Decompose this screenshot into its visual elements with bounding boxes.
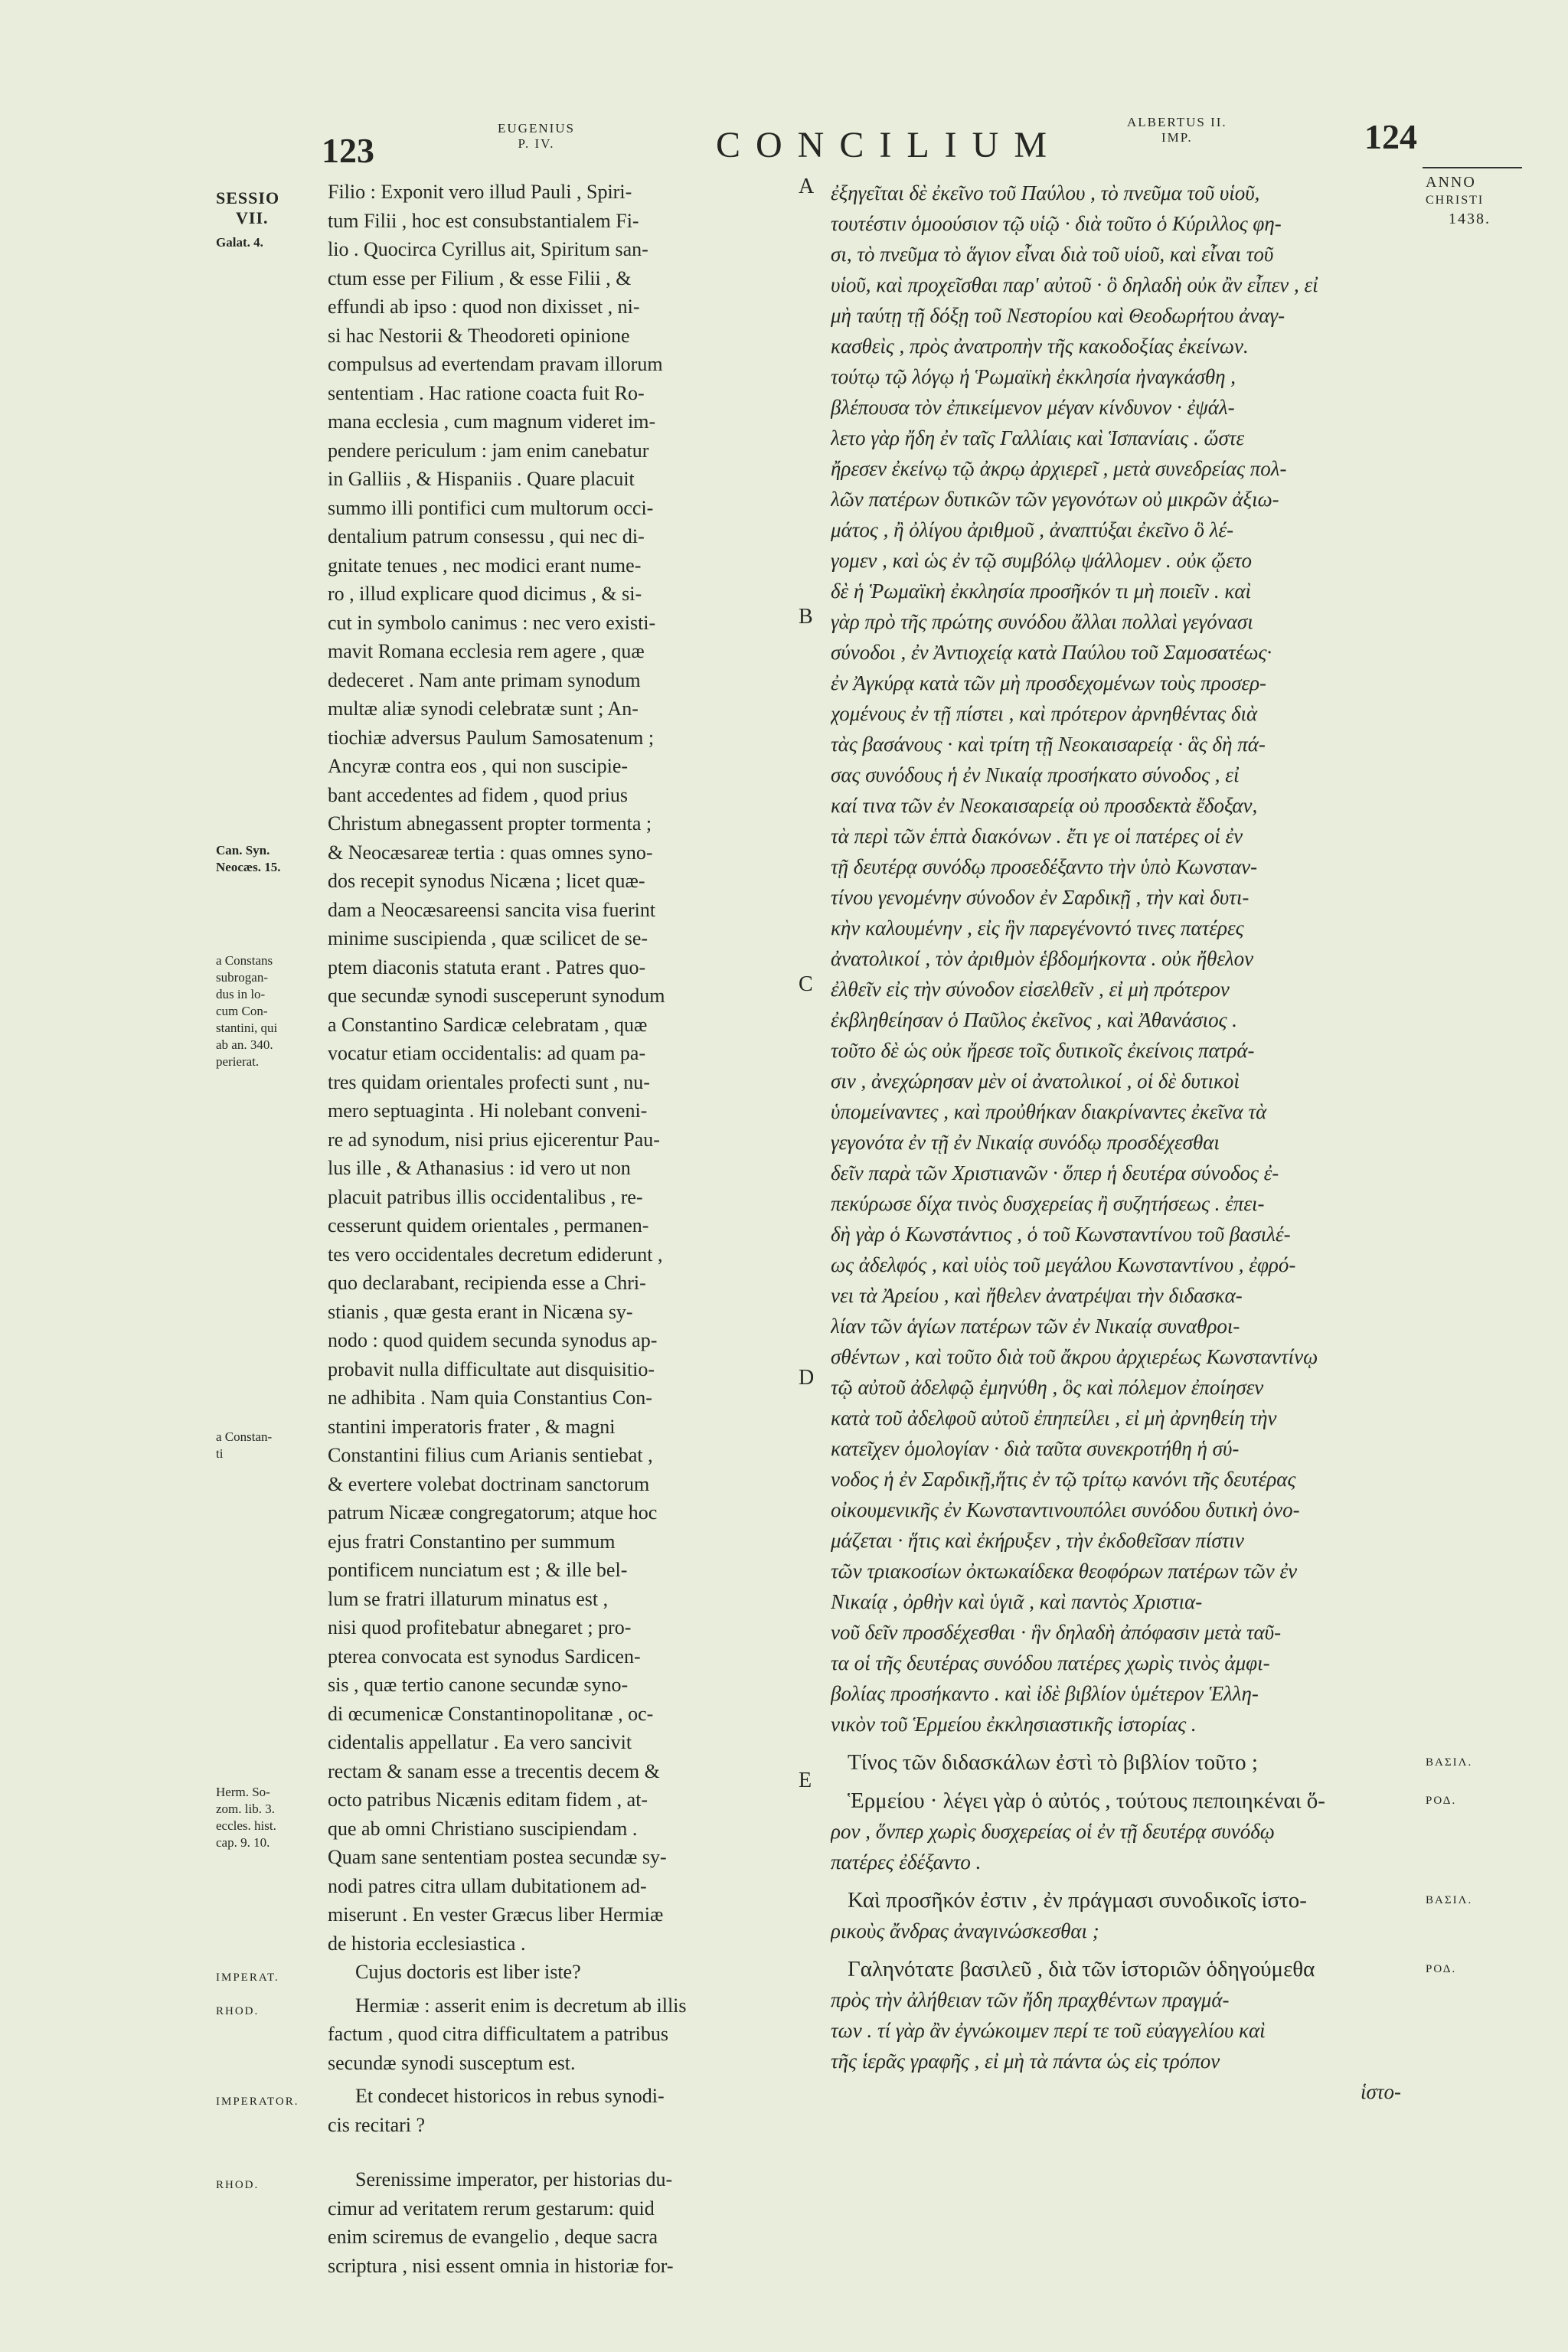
margin-line: a Constans	[216, 953, 273, 968]
greek-line: δὲ ἡ Ῥωμαϊκὴ ἐκκλησία προσῆκόν τι μὴ ποιεῖν . καὶ	[831, 580, 1252, 603]
latin-line: dentalium patrum consessu , qui nec di-	[328, 525, 645, 547]
greek-line: κὴν καλουμένην , εἰς ἣν παρεγένοντό τινες πατέρες	[831, 916, 1244, 939]
running-head-right-line: IMP.	[1161, 130, 1193, 145]
greek-line: πεκύρωσε δίχα τινὸς δυσχερείας ἢ συζητήσεως . ἐπει-	[831, 1192, 1265, 1215]
margin-line: 1438.	[1449, 211, 1491, 227]
latin-line: ptem diaconis statuta erant . Patres quo-	[328, 956, 646, 978]
greek-line: νοῦ δεῖν προσδέχεσθαι · ἣν δηλαδὴ ἀπόφασιν μετὰ ταῦ-	[831, 1621, 1282, 1644]
greek-line: τὰς βασάνους · καὶ τρίτη τῇ Νεοκαισαρείᾳ · ἃς δὴ πά-	[831, 733, 1266, 756]
greek-line: ρικοὺς ἄνδρας ἀναγινώσκεσθαι ;	[831, 1919, 1099, 1942]
margin-line: perierat.	[216, 1054, 260, 1069]
speaker-label: RHOD.	[216, 2004, 260, 2017]
greek-line: λετο γὰρ ἤδη ἐν ταῖς Γαλλίαις καὶ Ἱσπανίαις . ὥστε	[831, 426, 1245, 449]
greek-line: τίνου γενομένην σύνοδον ἐν Σαρδικῇ , τὴν καὶ δυτι-	[831, 886, 1250, 909]
greek-column	[831, 178, 1409, 2107]
latin-line: lio . Quocirca Cyrillus ait, Spiritum san-	[328, 238, 648, 260]
greek-line: Γαληνότατε βασιλεῦ , διὰ τῶν ἱστοριῶν ὁδηγούμεθα	[848, 1957, 1315, 1981]
greek-line: λῶν πατέρων δυτικῶν τῶν γεγονότων οὐ μικρῶν ἀξιω-	[831, 488, 1279, 511]
margin-sessio	[216, 188, 323, 228]
latin-line: Serenissime imperator, per historias du-	[355, 2168, 673, 2190]
latin-line: quo declarabant, recipienda esse a Chri-	[328, 1272, 646, 1294]
latin-line: gnitate tenues , nec modici erant nume-	[328, 554, 642, 577]
latin-line: nodi patres citra ullam dubitationem ad-	[328, 1874, 647, 1897]
section-letter: B	[799, 605, 813, 629]
greek-line: των . τί γὰρ ἂν ἐγνώκοιμεν περί τε τοῦ εὐαγγελίου καὶ	[831, 2019, 1266, 2042]
latin-line: ejus fratri Constantino per summum	[328, 1530, 616, 1553]
greek-line: Τίνος τῶν διδασκάλων ἐστὶ τὸ βιβλίον τοῦτο ;	[848, 1750, 1258, 1775]
greek-line: γομεν , καὶ ὡς ἐν τῷ συμβόλῳ ψάλλομεν . οὐκ ᾤετο	[831, 549, 1253, 572]
latin-line: rectam & sanam esse a trecentis decem &	[328, 1759, 660, 1782]
margin-line: a Constan-	[216, 1429, 273, 1444]
page-title: CONCILIUM	[716, 125, 1062, 165]
greek-line: ἐν Ἀγκύρᾳ κατὰ τῶν μὴ προσδεχομένων τοὺς προσερ-	[831, 671, 1267, 694]
latin-line: dedeceret . Nam ante primam synodum	[328, 668, 641, 691]
greek-line: μάζεται · ἥτις καὶ ἐκήρυξεν , τὴν ἐκδοθεῖσαν πίστιν	[831, 1529, 1244, 1552]
greek-line: νει τὰ Ἀρείου , καὶ ἤθελεν ἀνατρέψαι τὴν διδασκα-	[831, 1284, 1243, 1307]
section-letter: E	[799, 1769, 812, 1792]
latin-line: de historia ecclesiastica .	[328, 1932, 526, 1955]
latin-line: tiochiæ adversus Paulum Samosatenum ;	[328, 726, 655, 749]
margin-note-constanti	[216, 1429, 323, 1462]
speaker-label: ΡΟΔ.	[1426, 1795, 1457, 1807]
latin-line: re ad synodum, nisi prius ejicerentur Pau-	[328, 1128, 660, 1151]
section-letter: C	[799, 972, 813, 996]
latin-line: ctum esse per Filium , & esse Filii , &	[328, 266, 632, 289]
latin-line: multæ aliæ synodi celebratæ sunt ; An-	[328, 697, 639, 720]
latin-line: tum Filii , hoc est consubstantialem Fi-	[328, 209, 639, 232]
greek-line: μάτος , ἢ ὀλίγου ἀριθμοῦ , ἀναπτύξαι ἐκεῖνο ὃ λέ-	[831, 518, 1234, 541]
greek-line: βολίας προσήκαντο . καὶ ἰδὲ βιβλίον ὑμέτερον Ἑλλη-	[831, 1682, 1259, 1705]
greek-line: καί τινα τῶν ἐν Νεοκαισαρείᾳ οὐ προσδεκτὰ ἔδοξαν,	[831, 794, 1258, 817]
margin-canon-ref	[216, 842, 323, 876]
spacer	[328, 2139, 804, 2165]
greek-line: ὑπομείναντες , καὶ προὐθήκαν διακρίναντες ἐκεῖνα τὰ	[831, 1100, 1267, 1123]
greek-line: βλέπουσα τὸν ἐπικείμενον μέγαν κίνδυνον · ἐψάλ-	[831, 396, 1235, 419]
latin-line: dos recepit synodus Nicæna ; licet quæ-	[328, 870, 645, 892]
speaker-label: IMPERAT.	[216, 1971, 279, 1984]
greek-line: τῷ αὐτοῦ ἀδελφῷ ἐμηνύθη , ὃς καὶ πόλεμον ἐποίησεν	[831, 1376, 1264, 1399]
margin-line: zom. lib. 3.	[216, 1802, 275, 1816]
latin-line: stantini imperatoris frater , & magni	[328, 1415, 616, 1438]
margin-line: VII.	[236, 208, 269, 227]
margin-line: SESSIO	[216, 188, 280, 207]
latin-line: placuit patribus illis occidentalibus , re-	[328, 1185, 643, 1208]
margin-line: stantini, qui	[216, 1021, 278, 1035]
latin-line: que secundæ synodi susceperunt synodum	[328, 985, 665, 1007]
spacer	[831, 1946, 1409, 1954]
greek-line: γεγονότα ἐν τῇ ἐν Νικαίᾳ συνόδῳ προσδέχεσθαι	[831, 1131, 1220, 1154]
latin-line: cis recitari ?	[328, 2113, 426, 2136]
greek-line: χομένους ἐν τῇ πίστει , καὶ πρότερον ἀρνηθέντας διὰ	[831, 702, 1258, 725]
latin-line: sententiam . Hac ratione coacta fuit Ro-	[328, 381, 645, 404]
greek-line: Νικαίᾳ , ὀρθὴν καὶ ὑγιᾶ , καὶ παντὸς Χριστια-	[831, 1590, 1203, 1613]
greek-line: σθέντων , καὶ τοῦτο διὰ τοῦ ἄκρου ἀρχιερέως Κωνσταντίνῳ	[831, 1345, 1318, 1368]
latin-line: mavit Romana ecclesia rem agere , quæ	[328, 640, 645, 662]
page-header	[0, 115, 1568, 168]
latin-line: Constantini filius cum Arianis sentiebat ,	[328, 1444, 653, 1466]
margin-rule	[1423, 167, 1522, 168]
latin-line: & evertere volebat doctrinam sanctorum	[328, 1472, 650, 1495]
latin-line: Filio : Exponit vero illud Pauli , Spiri-	[328, 181, 632, 203]
latin-line: summo illi pontifici cum multorum occi-	[328, 496, 654, 519]
greek-line: πατέρες ἐδέξαντο .	[831, 1851, 982, 1873]
margin-line: Herm. So-	[216, 1785, 270, 1799]
margin-line: ANNO	[1426, 174, 1476, 191]
latin-line: Cujus doctoris est liber iste?	[355, 1961, 581, 1983]
latin-line: mero septuaginta . Hi nolebant conveni-	[328, 1099, 648, 1122]
greek-line: Ἑρμείου · λέγει γὰρ ὁ αὐτός , τούτους πεποιηκέναι ὅ-	[848, 1788, 1325, 1813]
margin-hermias-ref	[216, 1784, 323, 1851]
greek-line: ἤρεσεν ἐκείνῳ τῷ ἀκρῳ ἀρχιερεῖ , μετὰ συνεδρείας πολ-	[831, 457, 1287, 480]
margin-line: ab an. 340.	[216, 1037, 273, 1052]
greek-line: σι, τὸ πνεῦμα τὸ ἅγιον εἶναι διὰ τοῦ υἱοῦ, καὶ εἶναι τοῦ	[831, 243, 1274, 266]
latin-line: in Galliis , & Hispaniis . Quare placuit	[328, 468, 635, 490]
speaker-label: ΡΟΔ.	[1426, 1963, 1457, 1975]
margin-line: cum Con-	[216, 1004, 268, 1018]
latin-line: factum , quod citra difficultatem a patribus	[328, 2023, 668, 2045]
latin-line: probavit nulla difficultate aut disquisitio-	[328, 1357, 655, 1380]
greek-line: κασθεὶς , πρὸς ἀνατροπὴν τῆς κακοδοξίας ἐκείνων.	[831, 335, 1249, 358]
margin-line: ti	[216, 1446, 224, 1461]
greek-line: ρον , ὅνπερ χωρὶς δυσχερείας οἱ ἐν τῇ δευτέρᾳ συνόδῳ	[831, 1820, 1275, 1843]
margin-galat: Galat. 4.	[216, 235, 263, 250]
latin-line: octo patribus Nicænis editam fidem , at-	[328, 1788, 648, 1811]
greek-line: ἐλθεῖν εἰς τὴν σύνοδον εἰσελθεῖν , εἰ μὴ πρότερον	[831, 978, 1230, 1001]
latin-line: cesserunt quidem orientales , permanen-	[328, 1214, 649, 1236]
latin-line: minime suscipienda , quæ scilicet de se-	[328, 927, 648, 949]
section-letter: A	[799, 175, 815, 198]
greek-line: γὰρ πρὸ τῆς πρώτης συνόδου ἄλλαι πολλαὶ γεγόνασι	[831, 610, 1253, 633]
spacer	[831, 1778, 1409, 1785]
margin-line: dus in lo-	[216, 987, 266, 1001]
latin-line: stianis , quæ gesta erant in Nicæna sy-	[328, 1300, 633, 1323]
latin-line: nisi quod profitebatur abnegaret ; pro-	[328, 1616, 632, 1638]
greek-line: τῆς ἱερᾶς γραφῆς , εἰ μὴ τὰ πάντα ὡς εἰς τρόπον	[831, 2050, 1220, 2073]
greek-line: Καὶ προσῆκόν ἐστιν , ἐν πράγμασι συνοδικοῖς ἱστο-	[848, 1888, 1307, 1913]
speaker-label: RHOD.	[216, 2179, 260, 2191]
latin-line: patrum Nicææ congregatorum; atque hoc	[328, 1501, 658, 1524]
latin-line: Christum abnegassent propter tormenta ;	[328, 812, 652, 835]
latin-line: pontificem nunciatum est ; & ille bel-	[328, 1559, 628, 1581]
latin-line: que ab omni Christiano suscipiendam .	[328, 1817, 638, 1840]
latin-line: pendere periculum : jam enim canebatur	[328, 439, 649, 462]
margin-line: subrogan-	[216, 970, 268, 985]
latin-line: cidentalis appellatur . Ea vero sancivit	[328, 1731, 632, 1753]
greek-line: πρὸς τὴν ἀλήθειαν τῶν ἤδη πραχθέντων πραγμά-	[831, 1988, 1230, 2011]
greek-line: τούτῳ τῷ λόγῳ ἡ Ῥωμαϊκὴ ἐκκλησία ἠναγκάσθη ,	[831, 365, 1236, 388]
latin-line: cut in symbolo canimus : nec vero existi-	[328, 611, 656, 634]
latin-line: compulsus ad evertendam pravam illorum	[328, 353, 663, 375]
latin-line: di œcumenicæ Constantinopolitanæ , oc-	[328, 1702, 654, 1725]
latin-line: si hac Nestorii & Theodoreti opinione	[328, 324, 630, 347]
running-head-left-line: EUGENIUS	[498, 121, 575, 136]
latin-line: a Constantino Sardicæ celebratam , quæ	[328, 1013, 648, 1036]
greek-line: σιν , ἀνεχώρησαν μὲν οἱ ἀνατολικοί , οἱ δὲ δυτικοὶ	[831, 1070, 1240, 1093]
latin-line: scriptura , nisi essent omnia in historiæ for-	[328, 2254, 674, 2277]
margin-line: Can. Syn.	[216, 843, 270, 858]
running-head-left-line: P. IV.	[518, 136, 555, 151]
greek-line: μὴ ταύτῃ τῇ δόξῃ τοῦ Νεστορίου καὶ Θεοδωρήτου ἀναγ-	[831, 304, 1285, 327]
latin-line: vocatur etiam occidentalis: ad quam pa-	[328, 1042, 646, 1064]
margin-line: eccles. hist.	[216, 1818, 276, 1833]
latin-line: ro , illud explicare quod dicimus , & si-	[328, 583, 642, 605]
latin-line: miserunt . En vester Græcus liber Hermiæ	[328, 1903, 664, 1926]
greek-line: κατὰ τοῦ ἀδελφοῦ αὐτοῦ ἐπηπείλει , εἰ μὴ ἀρνηθείη τὴν	[831, 1406, 1277, 1429]
greek-line: τῶν τριακοσίων ὀκτωκαίδεκα θεοφόρων πατέρων τῶν ἐν	[831, 1560, 1298, 1583]
greek-line: ἐκβληθείησαν ὁ Παῦλος ἐκεῖνος , καὶ Ἀθανάσιος .	[831, 1008, 1238, 1031]
latin-line: mana ecclesia , cum magnum videret im-	[328, 410, 656, 433]
greek-line: λίαν τῶν ἁγίων πατέρων τῶν ἐν Νικαίᾳ συναθροι-	[831, 1315, 1240, 1338]
greek-line: υἱοῦ, καὶ προχεῖσθαι παρ' αὐτοῦ · ὃ δηλαδὴ οὐκ ἂν εἶπεν , εἰ	[831, 273, 1318, 296]
greek-line: ἐξηγεῖται δὲ ἐκεῖνο τοῦ Παύλου , τὸ πνεῦμα τοῦ υἱοῦ,	[831, 181, 1260, 204]
latin-line: Quam sane sententiam postea secundæ sy-	[328, 1846, 667, 1868]
latin-line: bant accedentes ad fidem , quod prius	[328, 783, 629, 806]
section-letter: D	[799, 1366, 815, 1390]
greek-line: νοδος ἡ ἐν Σαρδικῇ,ἥτις ἐν τῷ τρίτῳ κανόνι τῆς δευτέρας	[831, 1468, 1296, 1491]
greek-line: δὴ γὰρ ὁ Κωνστάντιος , ὁ τοῦ Κωνσταντίνου τοῦ βασιλέ-	[831, 1223, 1291, 1246]
latin-line: & Neocæsareæ tertia : quas omnes syno-	[328, 841, 653, 864]
latin-line: nodo : quod quidem secunda synodus ap-	[328, 1329, 658, 1351]
latin-line: Hermiæ : asserit enim is decretum ab illis	[355, 1994, 687, 2017]
latin-line: cimur ad veritatem rerum gestarum: quid	[328, 2197, 655, 2220]
margin-line: Neocæs. 15.	[216, 860, 281, 874]
margin-anno	[1426, 173, 1517, 228]
latin-line: lum se fratri illaturum minatus est ,	[328, 1587, 609, 1610]
greek-line: σύνοδοι , ἐν Ἀντιοχείᾳ κατὰ Παύλου τοῦ Σαμοσατέως·	[831, 641, 1272, 664]
page-number-right: 124	[1364, 117, 1417, 156]
running-head-left	[498, 121, 575, 152]
greek-line: τουτέστιν ὁμοούσιον τῷ υἱῷ · διὰ τοῦτο ὁ Κύριλλος φη-	[831, 212, 1282, 235]
speaker-label: ΒΑΣΙΛ.	[1426, 1756, 1473, 1769]
spacer	[831, 1877, 1409, 1885]
latin-line: Et condecet historicos in rebus synodi-	[355, 2085, 665, 2107]
running-head-right-line: ALBERTUS II.	[1127, 115, 1227, 129]
latin-line: Ancyræ contra eos , qui non suscipie-	[328, 755, 629, 777]
greek-line: οἰκουμενικῆς ἐν Κωνσταντινουπόλει συνόδου δυτικὴ ὀνο-	[831, 1498, 1300, 1521]
greek-line: τῇ δευτέρᾳ συνόδῳ προσεδέξαντο τὴν ὑπὸ Κωνσταν-	[831, 855, 1258, 878]
spacer	[831, 1740, 1409, 1747]
running-head-right	[1127, 115, 1227, 145]
latin-line: enim sciremus de evangelio , deque sacra	[328, 2226, 658, 2248]
greek-line: τὰ περὶ τῶν ἑπτὰ διακόνων . ἔτι γε οἱ πατέρες οἱ ἐν	[831, 825, 1243, 848]
latin-line: tres quidam orientales profecti sunt , nu-	[328, 1070, 650, 1093]
speaker-label: ΒΑΣΙΛ.	[1426, 1894, 1473, 1906]
greek-line: δεῖν παρὰ τῶν Χριστιανῶν · ὅπερ ἡ δευτέρα σύνοδος ἐ-	[831, 1161, 1279, 1184]
latin-line: secundæ synodi susceptum est.	[328, 2051, 576, 2074]
greek-line: ως ἀδελφός , καὶ υἱὸς τοῦ μεγάλου Κωνσταντίνου , ἐφρό-	[831, 1253, 1296, 1276]
latin-line: pterea convocata est synodus Sardicen-	[328, 1645, 641, 1668]
greek-line: κατεῖχεν ὁμολογίαν · διὰ ταῦτα συνεκροτήθη ἡ σύ-	[831, 1437, 1240, 1460]
latin-line: dam a Neocæsareensi sancita visa fuerint	[328, 898, 656, 921]
greek-line: τα οἱ τῆς δευτέρας συνόδου πατέρες χωρὶς τινὸς ἀμφι-	[831, 1651, 1270, 1674]
speaker-label: IMPERATOR.	[216, 2096, 299, 2108]
margin-line: CHRISTI	[1426, 194, 1485, 207]
page-number-left: 123	[322, 131, 374, 170]
latin-line: ne adhibita . Nam quia Constantius Con-	[328, 1387, 652, 1409]
greek-line: ἀνατολικοί , τὸν ἀριθμὸν ἑβδομήκοντα . οὐκ ἤθελον	[831, 947, 1254, 970]
greek-line: νικὸν τοῦ Ἑρμείου ἐκκλησιαστικῆς ἱστορίας .	[831, 1713, 1197, 1736]
latin-line: tes vero occidentales decretum ediderunt ,	[328, 1243, 663, 1266]
latin-line: lus ille , & Athanasius : id vero ut non	[328, 1157, 631, 1179]
greek-line: σας συνόδους ἡ ἐν Νικαίᾳ προσήκατο σύνοδος , εἰ	[831, 763, 1240, 786]
latin-line: effundi ab ipso : quod non dixisset , ni-	[328, 296, 640, 318]
margin-line: cap. 9. 10.	[216, 1835, 270, 1850]
greek-line: ἱστο-	[1361, 2080, 1401, 2103]
latin-line: sis , quæ tertio canone secundæ syno-	[328, 1674, 629, 1696]
margin-note-constans	[216, 952, 323, 1070]
greek-line: τοῦτο δὲ ὡς οὐκ ἤρεσε τοῖς δυτικοῖς ἐκείνοις πατρά-	[831, 1039, 1255, 1062]
